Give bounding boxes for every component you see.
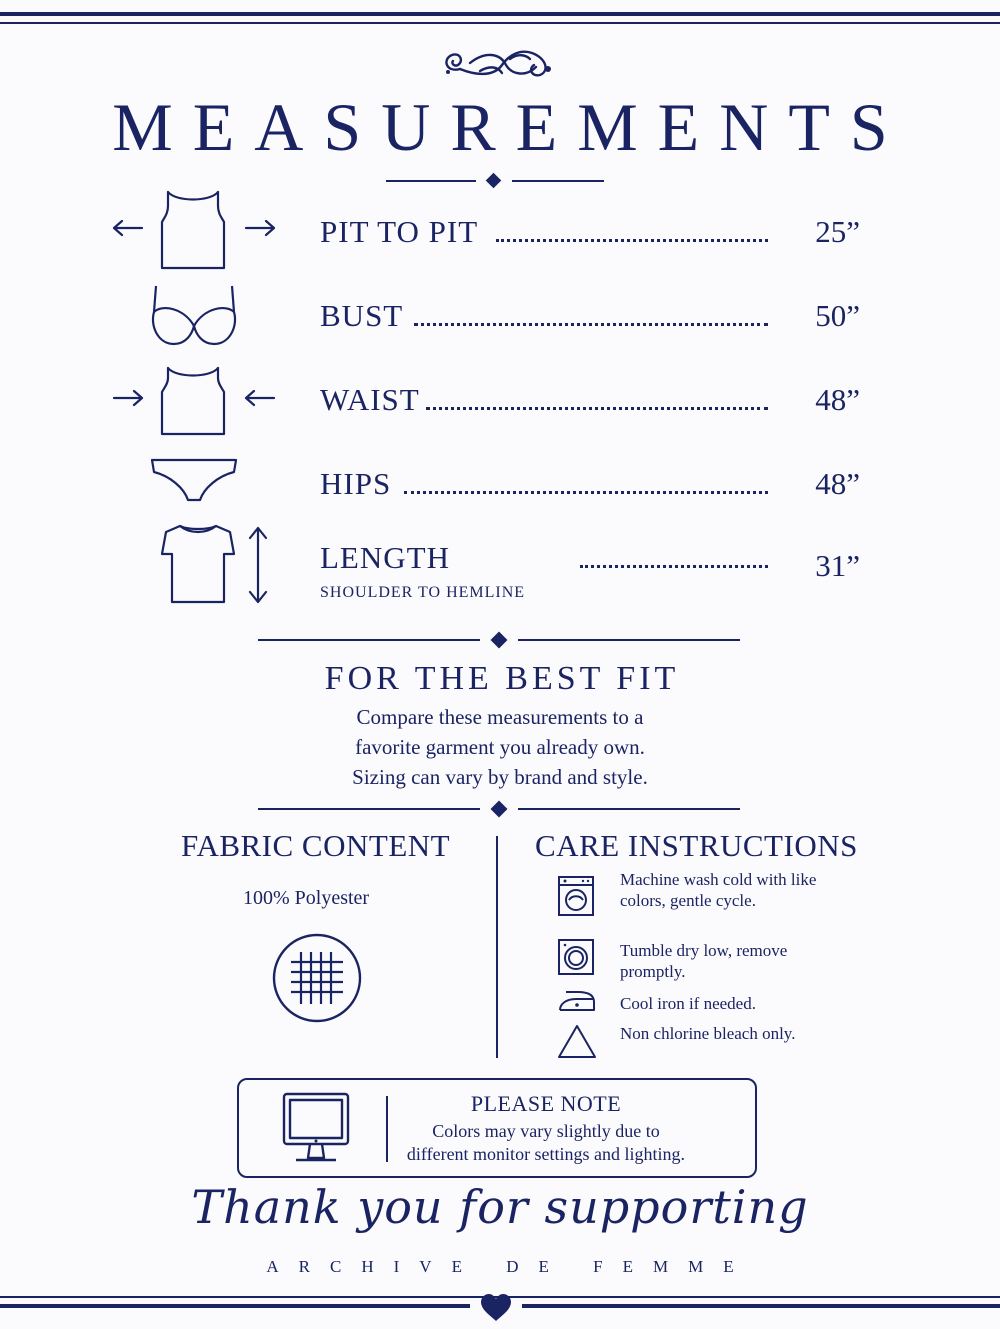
top-border-thin (0, 22, 1000, 24)
care-text-bleach: Non chlorine bleach only. (620, 1024, 796, 1043)
machine-wash-icon (556, 874, 596, 918)
scroll-flourish-icon (440, 45, 565, 83)
bleach-triangle-icon (556, 1022, 598, 1060)
measurement-row-hips (320, 466, 860, 526)
briefs-icon (148, 454, 240, 506)
measurement-label: LENGTH (320, 540, 450, 575)
section-divider-diamond (491, 801, 508, 818)
heart-icon (479, 1293, 513, 1323)
care-text-iron: Cool iron if needed. (620, 994, 756, 1013)
measurement-value: 48” (815, 382, 860, 417)
care-instructions-heading: CARE INSTRUCTIONS (535, 828, 858, 863)
woven-fabric-icon (271, 932, 363, 1024)
tumble-dry-icon (556, 937, 596, 977)
measurement-value: 31” (815, 548, 860, 583)
tank-waist-icon (110, 364, 280, 438)
best-fit-line: Sizing can vary by brand and style. (352, 765, 648, 789)
section-divider-left (258, 808, 480, 810)
brand-name: ARCHIVE DE FEMME (266, 1257, 754, 1276)
measurement-label: BUST (320, 298, 404, 333)
measurement-row-pit-to-pit (320, 214, 860, 274)
column-separator (496, 836, 498, 1058)
measurement-label: WAIST (320, 382, 420, 417)
section-divider-right (518, 808, 740, 810)
measurement-row-waist (320, 382, 860, 442)
title-divider-left (386, 180, 476, 182)
monitor-icon (280, 1090, 352, 1168)
fabric-content-value: 100% Polyester (243, 887, 370, 909)
measurement-value: 25” (815, 214, 860, 249)
bottom-border-thick-left (0, 1304, 470, 1308)
iron-icon (554, 986, 598, 1016)
thank-you-script: Thank you for supporting (191, 1180, 809, 1234)
bottom-border-thick-right (522, 1304, 1000, 1308)
measurement-row-length (320, 540, 860, 604)
measurement-row-bust (320, 298, 860, 358)
top-border-thick (0, 12, 1000, 16)
tshirt-length-icon (148, 520, 278, 610)
leader-dots (404, 491, 768, 494)
measurement-sublabel: SHOULDER TO HEMLINE (320, 584, 526, 601)
section-divider-left (258, 639, 480, 641)
section-divider-right (518, 639, 740, 641)
best-fit-heading: FOR THE BEST FIT (324, 660, 680, 697)
best-fit-line: Compare these measurements to a (356, 705, 644, 729)
leader-dots (414, 323, 768, 326)
measurement-label: PIT TO PIT (320, 214, 479, 249)
measurement-value: 48” (815, 466, 860, 501)
please-note-line: Colors may vary slightly due to (432, 1121, 660, 1141)
care-text-dry: Tumble dry low, remove promptly. (620, 941, 788, 981)
title-divider-diamond (486, 173, 502, 189)
measurement-label: HIPS (320, 466, 392, 501)
leader-dots (496, 239, 768, 242)
measurement-value: 50” (815, 298, 860, 333)
best-fit-line: favorite garment you already own. (355, 735, 645, 759)
title-divider-right (512, 180, 604, 182)
bra-icon (146, 282, 242, 350)
fabric-content-heading: FABRIC CONTENT (181, 828, 451, 863)
page-title: MEASUREMENTS (112, 89, 908, 165)
care-text-wash: Machine wash cold with like colors, gentle cycle. (620, 870, 817, 910)
please-note-heading: PLEASE NOTE (470, 1091, 622, 1116)
tank-top-width-icon (110, 188, 280, 274)
section-divider-diamond (491, 632, 508, 649)
please-note-line: different monitor settings and lighting. (406, 1144, 686, 1164)
leader-dots (580, 565, 768, 568)
leader-dots (426, 407, 768, 410)
